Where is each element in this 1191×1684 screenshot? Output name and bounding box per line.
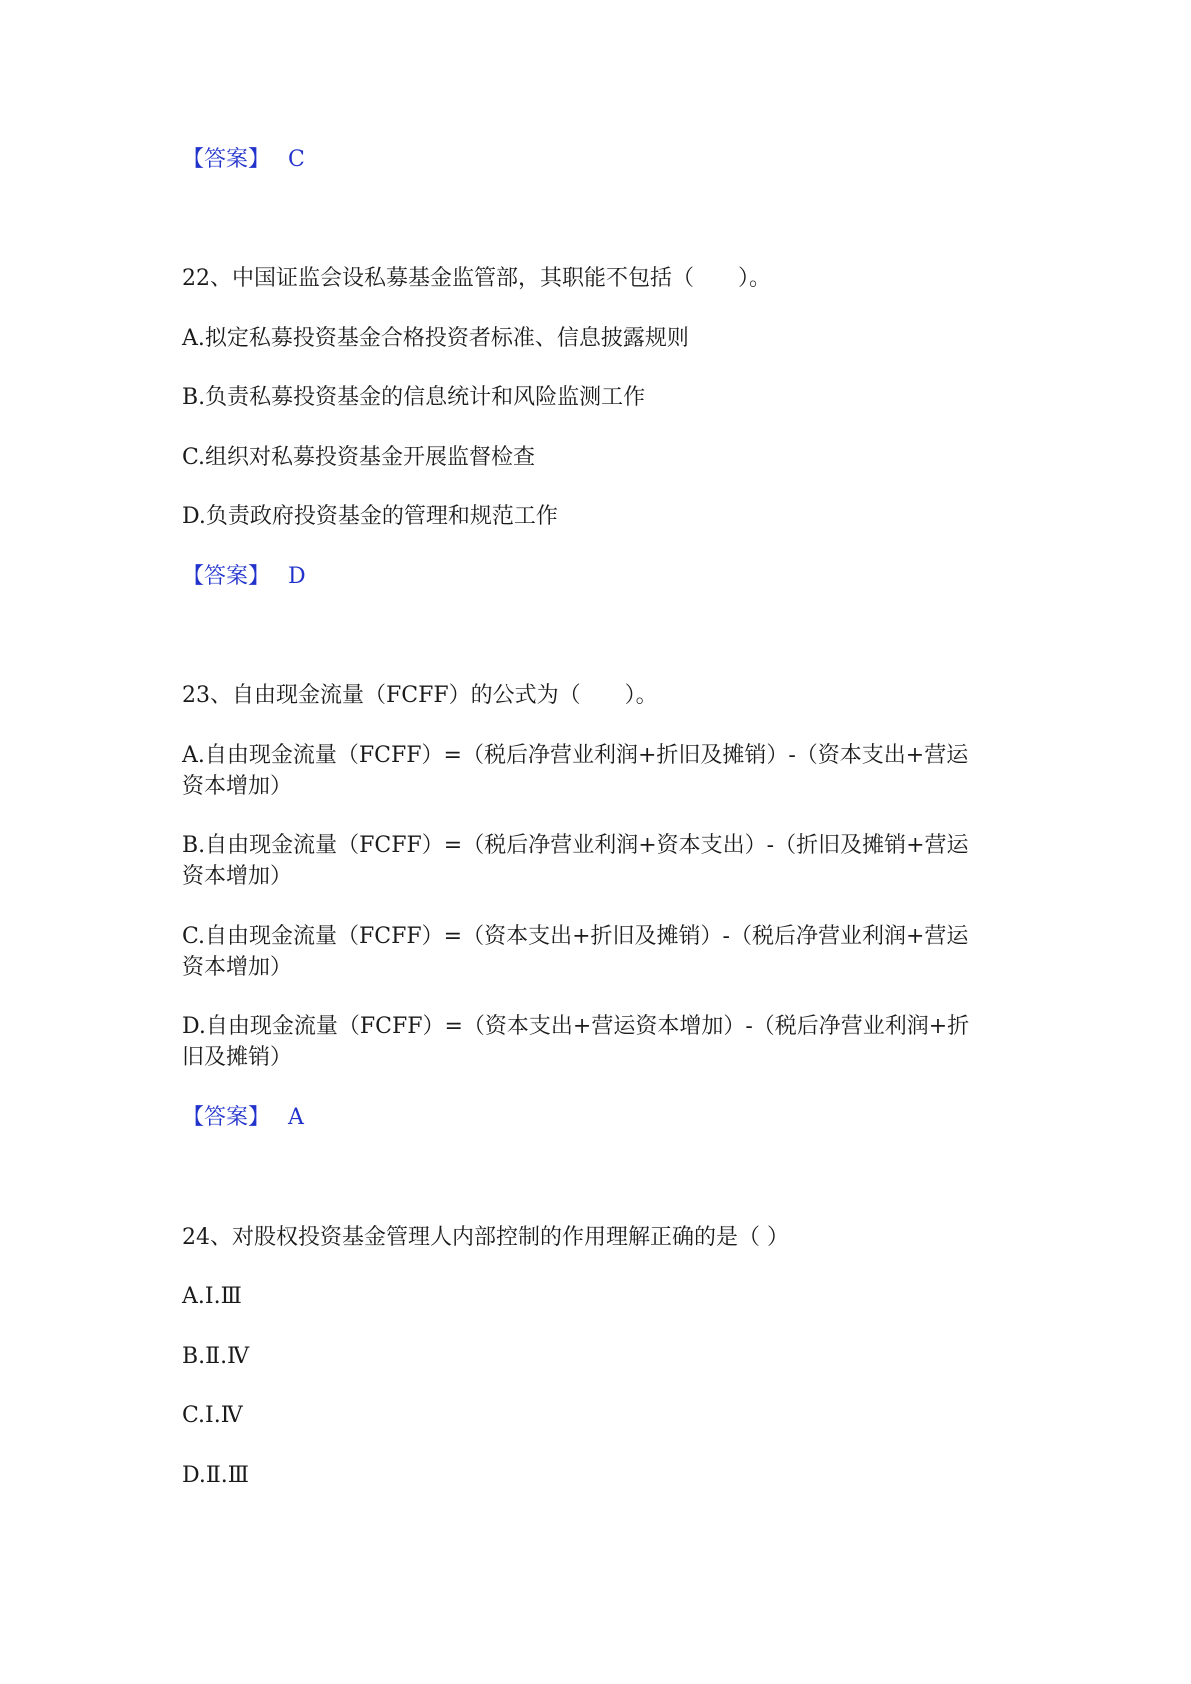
answer-value: A: [288, 1105, 304, 1130]
q23-option-d-line2: 旧及摊销）: [182, 1045, 293, 1070]
q22-option-d: D.负责政府投资基金的管理和规范工作: [182, 504, 558, 529]
answer-label: 【答案】: [182, 564, 271, 589]
answer-q23: [182, 1102, 304, 1133]
q23-option-d-line1: D.自由现金流量（FCFF）=（资本支出+营运资本增加）-（税后净营业利润+折: [182, 1014, 970, 1039]
answer-label: 【答案】: [182, 1105, 271, 1130]
q22-option-c: C.组织对私募投资基金开展监督检查: [182, 445, 536, 470]
q24-option-b: B.Ⅱ.Ⅳ: [182, 1344, 250, 1369]
question-24: 24、对股权投资基金管理人内部控制的作用理解正确的是（ ）: [182, 1225, 789, 1250]
q22-option-b: B.负责私募投资基金的信息统计和风险监测工作: [182, 385, 646, 410]
q23-option-c-line1: C.自由现金流量（FCFF）=（资本支出+折旧及摊销）-（税后净营业利润+营运: [182, 924, 969, 949]
q23-option-c-line2: 资本增加）: [182, 955, 293, 980]
q24-option-a: A.Ⅰ.Ⅲ: [182, 1284, 242, 1309]
q23-option-a-line2: 资本增加）: [182, 774, 293, 799]
answer-q22: [182, 561, 306, 592]
question-23: 23、自由现金流量（FCFF）的公式为（ ）。: [182, 683, 658, 708]
q23-option-b-line2: 资本增加）: [182, 864, 293, 889]
answer-value: C: [288, 147, 305, 172]
question-22: 22、中国证监会设私募基金监管部，其职能不包括（ ）。: [182, 266, 771, 291]
q24-option-c: C.Ⅰ.Ⅳ: [182, 1403, 243, 1428]
q22-option-a: A.拟定私募投资基金合格投资者标准、信息披露规则: [182, 326, 689, 351]
answer-q21: [182, 144, 305, 175]
q24-option-d: D.Ⅱ.Ⅲ: [182, 1463, 250, 1488]
q23-option-a-line1: A.自由现金流量（FCFF）=（税后净营业利润+折旧及摊销）-（资本支出+营运: [182, 743, 969, 768]
q23-option-b-line1: B.自由现金流量（FCFF）=（税后净营业利润+资本支出）-（折旧及摊销+营运: [182, 833, 969, 858]
answer-label: 【答案】: [182, 147, 271, 172]
answer-value: D: [288, 564, 306, 589]
